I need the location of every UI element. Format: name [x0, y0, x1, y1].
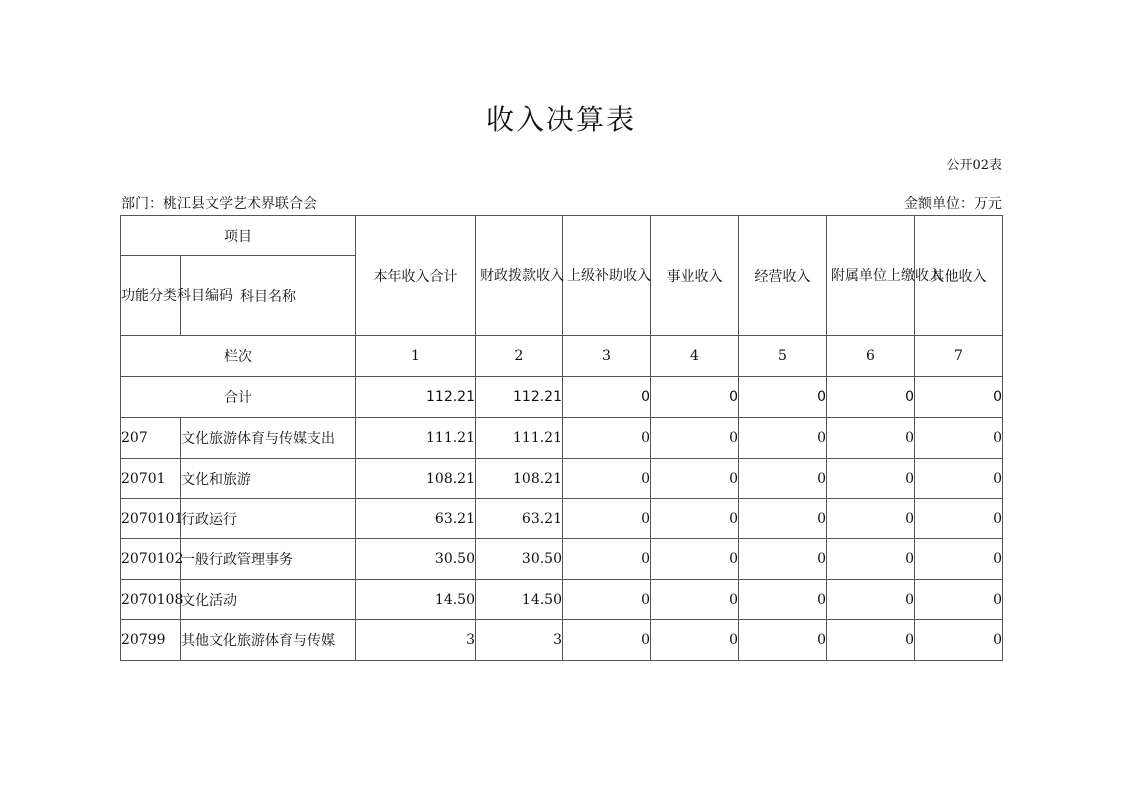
row-value: 0 — [739, 580, 827, 620]
row-value: 0 — [915, 580, 1003, 620]
row-value: 3 — [356, 620, 476, 661]
row-value: 0 — [563, 580, 651, 620]
total-value: 112.21 — [476, 377, 563, 418]
table-row — [121, 499, 1003, 539]
row-value: 63.21 — [356, 499, 476, 539]
row-value: 0 — [827, 418, 915, 459]
column-index-label: 栏次 — [121, 336, 356, 377]
column-index-cell: 4 — [651, 336, 739, 377]
column-index-row — [121, 336, 1003, 377]
total-value: 0 — [915, 377, 1003, 418]
income-table — [120, 215, 1003, 661]
row-value: 0 — [651, 620, 739, 661]
row-code: 2070108 — [121, 580, 181, 620]
header-col-total: 本年收入合计 — [356, 216, 476, 336]
header-col-operating: 经营收入 — [739, 216, 827, 336]
row-value: 0 — [563, 539, 651, 580]
row-value: 63.21 — [476, 499, 563, 539]
row-value: 0 — [915, 459, 1003, 499]
department-label: 部门：桃江县文学艺术界联合会 — [121, 196, 317, 212]
row-value: 0 — [563, 418, 651, 459]
header-col-fiscal: 财政拨款收入 — [476, 216, 563, 336]
row-value: 30.50 — [476, 539, 563, 580]
header-col-other: 其他收入 — [915, 216, 1003, 336]
row-value: 0 — [739, 418, 827, 459]
row-value: 0 — [915, 539, 1003, 580]
total-value: 0 — [563, 377, 651, 418]
row-value: 14.50 — [356, 580, 476, 620]
column-index-cell: 1 — [356, 336, 476, 377]
total-label: 合计 — [121, 377, 356, 418]
row-value: 0 — [739, 459, 827, 499]
row-code: 207 — [121, 418, 181, 459]
row-value: 0 — [739, 539, 827, 580]
table-row — [121, 459, 1003, 499]
row-name: 其他文化旅游体育与传媒 — [181, 620, 356, 661]
header-col-affiliated: 附属单位上缴收入 — [827, 216, 915, 336]
row-value: 0 — [651, 418, 739, 459]
row-name: 文化活动 — [181, 580, 356, 620]
row-value: 0 — [827, 539, 915, 580]
header-col-business: 事业收入 — [651, 216, 739, 336]
column-index-cell: 7 — [915, 336, 1003, 377]
row-value: 0 — [915, 418, 1003, 459]
row-value: 108.21 — [476, 459, 563, 499]
form-number: 公开02表 — [946, 158, 1002, 173]
header-func-code: 功能分类科目编码 — [121, 256, 181, 336]
row-value: 0 — [651, 539, 739, 580]
table-row — [121, 418, 1003, 459]
row-value: 0 — [563, 620, 651, 661]
amount-unit-label: 金额单位：万元 — [904, 196, 1002, 212]
row-name: 文化和旅游 — [181, 459, 356, 499]
page-title: 收入决算表 — [485, 103, 636, 136]
total-value: 0 — [651, 377, 739, 418]
row-value: 0 — [563, 459, 651, 499]
row-value: 0 — [915, 620, 1003, 661]
row-value: 0 — [651, 499, 739, 539]
row-value: 0 — [739, 620, 827, 661]
row-value: 111.21 — [356, 418, 476, 459]
row-value: 108.21 — [356, 459, 476, 499]
total-value: 0 — [827, 377, 915, 418]
row-value: 0 — [827, 459, 915, 499]
total-value: 112.21 — [356, 377, 476, 418]
row-name: 文化旅游体育与传媒支出 — [181, 418, 356, 459]
header-col-superior: 上级补助收入 — [563, 216, 651, 336]
row-value: 0 — [739, 499, 827, 539]
row-code: 20799 — [121, 620, 181, 661]
total-row — [121, 377, 1003, 418]
column-index-cell: 6 — [827, 336, 915, 377]
header-project: 项目 — [121, 216, 356, 256]
column-index-cell: 3 — [563, 336, 651, 377]
row-value: 0 — [827, 580, 915, 620]
row-value: 0 — [651, 580, 739, 620]
row-value: 111.21 — [476, 418, 563, 459]
row-value: 0 — [827, 620, 915, 661]
row-name: 行政运行 — [181, 499, 356, 539]
row-value: 0 — [827, 499, 915, 539]
row-value: 30.50 — [356, 539, 476, 580]
row-code: 2070101 — [121, 499, 181, 539]
row-value: 0 — [563, 499, 651, 539]
row-value: 0 — [915, 499, 1003, 539]
row-value: 14.50 — [476, 580, 563, 620]
header-subject-name: 科目名称 — [181, 256, 356, 336]
row-value: 0 — [651, 459, 739, 499]
table-row — [121, 620, 1003, 661]
table-row — [121, 539, 1003, 580]
column-index-cell: 5 — [739, 336, 827, 377]
row-code: 20701 — [121, 459, 181, 499]
row-code: 2070102 — [121, 539, 181, 580]
column-index-cell: 2 — [476, 336, 563, 377]
row-value: 3 — [476, 620, 563, 661]
total-value: 0 — [739, 377, 827, 418]
table-row — [121, 580, 1003, 620]
row-name: 一般行政管理事务 — [181, 539, 356, 580]
